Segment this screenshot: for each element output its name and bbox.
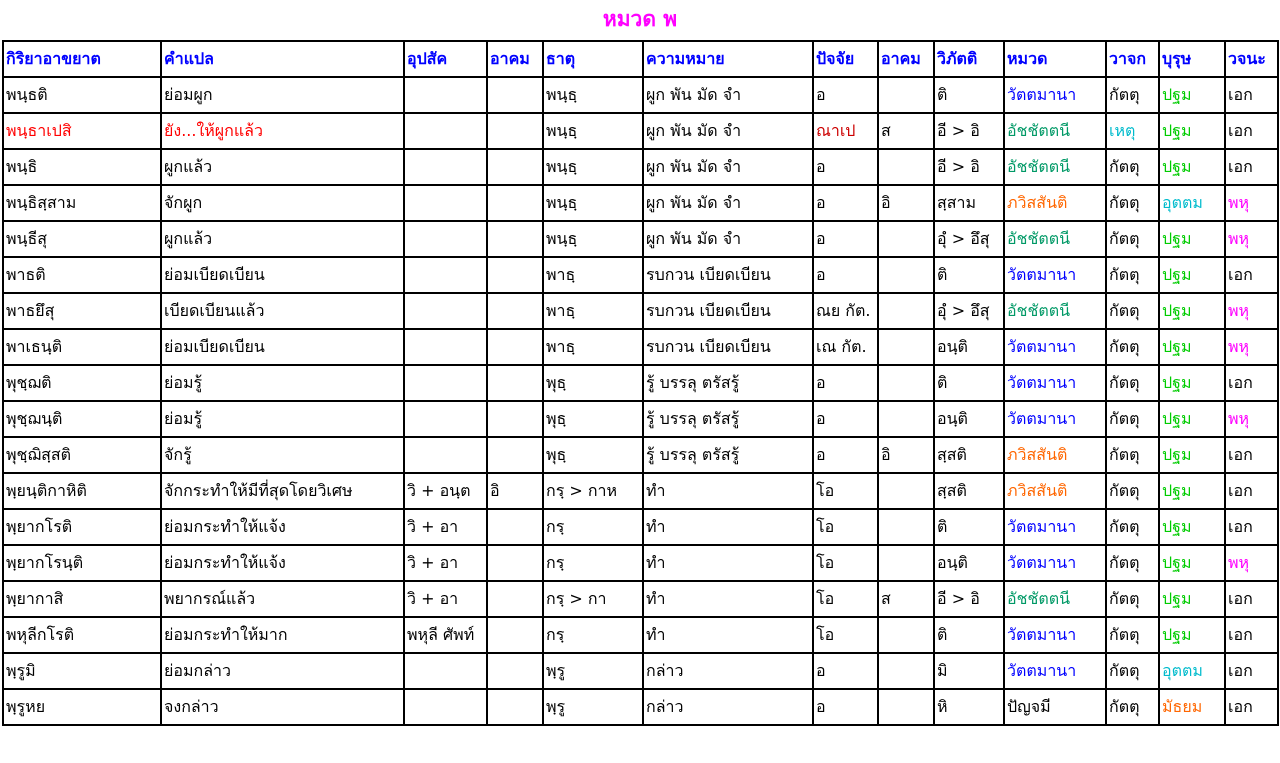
cell-voice: กัตตุ xyxy=(1106,581,1159,617)
cell-agama1 xyxy=(487,77,543,113)
table-header-row xyxy=(3,41,1278,77)
cell-prefix xyxy=(404,293,487,329)
column-header-prefix: อุปสัค xyxy=(404,41,487,77)
cell-voice: กัตตุ xyxy=(1106,329,1159,365)
cell-tense: วัตตมานา xyxy=(1004,545,1106,581)
cell-prefix: พหุลี ศัพท์ xyxy=(404,617,487,653)
cell-root-meaning: ผูก พัน มัด จำ xyxy=(643,77,813,113)
cell-tense: วัตตมานา xyxy=(1004,617,1106,653)
column-header-agama2: อาคม xyxy=(878,41,934,77)
cell-tense: ภวิสสันติ xyxy=(1004,437,1106,473)
cell-ending: สฺสติ xyxy=(934,473,1004,509)
cell-verb: พนฺธิ xyxy=(3,149,161,185)
cell-agama2 xyxy=(878,653,934,689)
cell-tense: วัตตมานา xyxy=(1004,77,1106,113)
cell-person: ปฐม xyxy=(1159,401,1225,437)
cell-meaning: ย่อมรู้ xyxy=(161,401,404,437)
cell-ending: สฺสติ xyxy=(934,437,1004,473)
cell-root: พนฺธฺ xyxy=(543,113,643,149)
cell-number: พหุ xyxy=(1225,185,1278,221)
cell-voice: กัตตุ xyxy=(1106,293,1159,329)
cell-suffix: โอ xyxy=(813,473,878,509)
table-row xyxy=(3,545,1278,581)
cell-meaning: เบียดเบียนแล้ว xyxy=(161,293,404,329)
cell-tense: ภวิสสันติ xyxy=(1004,473,1106,509)
cell-suffix: อ xyxy=(813,437,878,473)
cell-voice: กัตตุ xyxy=(1106,257,1159,293)
cell-verb: พุชฺฌิสฺสติ xyxy=(3,437,161,473)
cell-meaning: จักกระทำให้มีที่สุดโดยวิเศษ xyxy=(161,473,404,509)
cell-suffix: ณาเป xyxy=(813,113,878,149)
cell-number: พหุ xyxy=(1225,329,1278,365)
cell-prefix xyxy=(404,77,487,113)
cell-voice: เหตุ xyxy=(1106,113,1159,149)
cell-meaning: ย่อมกระทำให้แจ้ง xyxy=(161,509,404,545)
cell-meaning: ย่อมเบียดเบียน xyxy=(161,329,404,365)
cell-person: ปฐม xyxy=(1159,509,1225,545)
cell-agama1 xyxy=(487,617,543,653)
cell-meaning: ย่อมกล่าว xyxy=(161,653,404,689)
table-body xyxy=(3,77,1278,725)
cell-suffix: อ xyxy=(813,149,878,185)
cell-person: ปฐม xyxy=(1159,329,1225,365)
cell-tense: วัตตมานา xyxy=(1004,257,1106,293)
cell-number: พหุ xyxy=(1225,401,1278,437)
cell-voice: กัตตุ xyxy=(1106,185,1159,221)
cell-agama1 xyxy=(487,581,543,617)
cell-agama2 xyxy=(878,509,934,545)
cell-prefix: วิ + อา xyxy=(404,581,487,617)
cell-root: พาธฺ xyxy=(543,257,643,293)
cell-verb: พฺยากโรติ xyxy=(3,509,161,545)
cell-agama1 xyxy=(487,653,543,689)
cell-tense: ภวิสสันติ xyxy=(1004,185,1106,221)
cell-suffix: อ xyxy=(813,365,878,401)
cell-root-meaning: รบกวน เบียดเบียน xyxy=(643,257,813,293)
cell-agama1 xyxy=(487,185,543,221)
cell-voice: กัตตุ xyxy=(1106,509,1159,545)
cell-root: พาธฺ xyxy=(543,329,643,365)
cell-voice: กัตตุ xyxy=(1106,401,1159,437)
cell-voice: กัตตุ xyxy=(1106,473,1159,509)
table-row xyxy=(3,581,1278,617)
cell-root: พฺรู xyxy=(543,653,643,689)
cell-agama2: ส xyxy=(878,113,934,149)
cell-agama1 xyxy=(487,545,543,581)
cell-meaning: ผูกแล้ว xyxy=(161,221,404,257)
cell-suffix: โอ xyxy=(813,509,878,545)
cell-prefix: วิ + อา xyxy=(404,545,487,581)
cell-verb: พฺยากโรนฺติ xyxy=(3,545,161,581)
cell-suffix: อ xyxy=(813,257,878,293)
cell-verb: พนฺธาเปสิ xyxy=(3,113,161,149)
cell-ending: ติ xyxy=(934,257,1004,293)
cell-ending: ติ xyxy=(934,509,1004,545)
cell-ending: ติ xyxy=(934,617,1004,653)
cell-number: เอก xyxy=(1225,437,1278,473)
cell-prefix xyxy=(404,113,487,149)
cell-number: พหุ xyxy=(1225,221,1278,257)
cell-root-meaning: รู้ บรรลุ ตรัสรู้ xyxy=(643,437,813,473)
cell-number: เอก xyxy=(1225,509,1278,545)
cell-tense: วัตตมานา xyxy=(1004,401,1106,437)
cell-person: ปฐม xyxy=(1159,437,1225,473)
cell-verb: พาธยึสุ xyxy=(3,293,161,329)
cell-prefix xyxy=(404,689,487,725)
cell-prefix xyxy=(404,185,487,221)
cell-number: เอก xyxy=(1225,365,1278,401)
cell-root: กรฺ xyxy=(543,509,643,545)
cell-person: ปฐม xyxy=(1159,77,1225,113)
cell-agama2 xyxy=(878,221,934,257)
cell-suffix: โอ xyxy=(813,617,878,653)
cell-agama1 xyxy=(487,293,543,329)
cell-root-meaning: ทำ xyxy=(643,581,813,617)
cell-agama1 xyxy=(487,257,543,293)
cell-root: พุธฺ xyxy=(543,401,643,437)
cell-agama2 xyxy=(878,473,934,509)
cell-agama2 xyxy=(878,257,934,293)
cell-ending: อี > อิ xyxy=(934,581,1004,617)
cell-root: กรฺ xyxy=(543,545,643,581)
cell-tense: อัชชัตตนี xyxy=(1004,149,1106,185)
cell-suffix: โอ xyxy=(813,545,878,581)
cell-tense: วัตตมานา xyxy=(1004,653,1106,689)
cell-root-meaning: กล่าว xyxy=(643,689,813,725)
cell-agama1: อิ xyxy=(487,473,543,509)
cell-agama1 xyxy=(487,365,543,401)
cell-agama2 xyxy=(878,401,934,437)
cell-ending: ติ xyxy=(934,365,1004,401)
cell-root-meaning: ทำ xyxy=(643,617,813,653)
cell-tense: วัตตมานา xyxy=(1004,365,1106,401)
cell-root-meaning: รู้ บรรลุ ตรัสรู้ xyxy=(643,401,813,437)
table-row xyxy=(3,617,1278,653)
column-header-ending: วิภัตติ xyxy=(934,41,1004,77)
cell-root: พนฺธฺ xyxy=(543,221,643,257)
cell-root-meaning: ผูก พัน มัด จำ xyxy=(643,149,813,185)
table-row xyxy=(3,77,1278,113)
cell-prefix xyxy=(404,365,487,401)
cell-number: เอก xyxy=(1225,113,1278,149)
page-title: หมวด พ xyxy=(602,7,678,31)
table-row xyxy=(3,437,1278,473)
cell-person: ปฐม xyxy=(1159,221,1225,257)
cell-person: มัธยม xyxy=(1159,689,1225,725)
cell-verb: พาเธนฺติ xyxy=(3,329,161,365)
cell-agama2 xyxy=(878,329,934,365)
cell-number: พหุ xyxy=(1225,293,1278,329)
cell-suffix: เณ กัต. xyxy=(813,329,878,365)
cell-ending: สฺสาม xyxy=(934,185,1004,221)
cell-meaning: จักรู้ xyxy=(161,437,404,473)
cell-suffix: อ xyxy=(813,221,878,257)
cell-suffix: ณย กัต. xyxy=(813,293,878,329)
cell-ending: อี > อิ xyxy=(934,113,1004,149)
cell-prefix: วิ + อนฺต xyxy=(404,473,487,509)
cell-tense: ปัญจมี xyxy=(1004,689,1106,725)
cell-number: เอก xyxy=(1225,257,1278,293)
cell-agama2 xyxy=(878,617,934,653)
cell-person: ปฐม xyxy=(1159,257,1225,293)
column-header-root: ธาตุ xyxy=(543,41,643,77)
cell-prefix: วิ + อา xyxy=(404,509,487,545)
cell-verb: พุชฺฌติ xyxy=(3,365,161,401)
cell-meaning: ผูกแล้ว xyxy=(161,149,404,185)
cell-person: ปฐม xyxy=(1159,365,1225,401)
cell-agama1 xyxy=(487,149,543,185)
cell-person: ปฐม xyxy=(1159,473,1225,509)
cell-tense: อัชชัตตนี xyxy=(1004,221,1106,257)
cell-root-meaning: รบกวน เบียดเบียน xyxy=(643,293,813,329)
cell-meaning: ย่อมเบียดเบียน xyxy=(161,257,404,293)
table-row xyxy=(3,473,1278,509)
cell-number: เอก xyxy=(1225,581,1278,617)
cell-meaning: ย่อมกระทำให้แจ้ง xyxy=(161,545,404,581)
cell-ending: อนฺติ xyxy=(934,329,1004,365)
cell-tense: วัตตมานา xyxy=(1004,509,1106,545)
cell-prefix xyxy=(404,653,487,689)
cell-verb: พาธติ xyxy=(3,257,161,293)
cell-agama1 xyxy=(487,329,543,365)
cell-suffix: อ xyxy=(813,77,878,113)
cell-prefix xyxy=(404,221,487,257)
table-row xyxy=(3,221,1278,257)
cell-verb: พนฺธติ xyxy=(3,77,161,113)
cell-root-meaning: ทำ xyxy=(643,545,813,581)
cell-tense: อัชชัตตนี xyxy=(1004,113,1106,149)
cell-meaning: จักผูก xyxy=(161,185,404,221)
cell-number: เอก xyxy=(1225,653,1278,689)
cell-verb: พฺรูหย xyxy=(3,689,161,725)
cell-root: พฺรู xyxy=(543,689,643,725)
cell-voice: กัตตุ xyxy=(1106,437,1159,473)
cell-root: พนฺธฺ xyxy=(543,149,643,185)
cell-suffix: อ xyxy=(813,689,878,725)
cell-voice: กัตตุ xyxy=(1106,653,1159,689)
cell-meaning: ย่อมผูก xyxy=(161,77,404,113)
verb-table-container xyxy=(2,40,1279,726)
table-row xyxy=(3,689,1278,725)
column-header-tense: หมวด xyxy=(1004,41,1106,77)
cell-agama1 xyxy=(487,221,543,257)
cell-agama1 xyxy=(487,437,543,473)
cell-root-meaning: กล่าว xyxy=(643,653,813,689)
cell-person: ปฐม xyxy=(1159,113,1225,149)
cell-tense: อัชชัตตนี xyxy=(1004,581,1106,617)
cell-verb: พฺรูมิ xyxy=(3,653,161,689)
column-header-meaning: คำแปล xyxy=(161,41,404,77)
table-row xyxy=(3,509,1278,545)
cell-agama1 xyxy=(487,113,543,149)
cell-agama2 xyxy=(878,77,934,113)
cell-voice: กัตตุ xyxy=(1106,689,1159,725)
cell-meaning: พยากรณ์แล้ว xyxy=(161,581,404,617)
cell-person: ปฐม xyxy=(1159,149,1225,185)
cell-prefix xyxy=(404,257,487,293)
table-row xyxy=(3,113,1278,149)
cell-ending: อุํ > อึสุ xyxy=(934,221,1004,257)
cell-agama2: ส xyxy=(878,581,934,617)
cell-prefix xyxy=(404,329,487,365)
table-row xyxy=(3,257,1278,293)
cell-meaning: ยัง...ให้ผูกแล้ว xyxy=(161,113,404,149)
cell-root: พุธฺ xyxy=(543,437,643,473)
column-header-root-meaning: ความหมาย xyxy=(643,41,813,77)
cell-voice: กัตตุ xyxy=(1106,365,1159,401)
cell-prefix xyxy=(404,149,487,185)
cell-number: เอก xyxy=(1225,149,1278,185)
column-header-verb: กิริยาอาขยาต xyxy=(3,41,161,77)
cell-ending: หิ xyxy=(934,689,1004,725)
cell-agama1 xyxy=(487,401,543,437)
cell-root: พาธฺ xyxy=(543,293,643,329)
cell-person: ปฐม xyxy=(1159,581,1225,617)
cell-ending: ติ xyxy=(934,77,1004,113)
cell-verb: พฺยนฺติกาหิติ xyxy=(3,473,161,509)
column-header-voice: วาจก xyxy=(1106,41,1159,77)
cell-agama2: อิ xyxy=(878,185,934,221)
cell-voice: กัตตุ xyxy=(1106,221,1159,257)
cell-root: กรฺ > กาห xyxy=(543,473,643,509)
cell-suffix: อ xyxy=(813,185,878,221)
cell-person: ปฐม xyxy=(1159,293,1225,329)
cell-root: พนฺธฺ xyxy=(543,185,643,221)
cell-agama2: อิ xyxy=(878,437,934,473)
cell-person: ปฐม xyxy=(1159,617,1225,653)
cell-prefix xyxy=(404,401,487,437)
table-row xyxy=(3,149,1278,185)
cell-number: พหุ xyxy=(1225,545,1278,581)
cell-agama2 xyxy=(878,689,934,725)
cell-ending: อนฺติ xyxy=(934,401,1004,437)
cell-root: พุธฺ xyxy=(543,365,643,401)
cell-root: กรฺ > กา xyxy=(543,581,643,617)
column-header-number: วจนะ xyxy=(1225,41,1278,77)
cell-tense: อัชชัตตนี xyxy=(1004,293,1106,329)
cell-voice: กัตตุ xyxy=(1106,149,1159,185)
cell-number: เอก xyxy=(1225,77,1278,113)
cell-person: อุตตม xyxy=(1159,185,1225,221)
cell-root-meaning: รู้ บรรลุ ตรัสรู้ xyxy=(643,365,813,401)
cell-tense: วัตตมานา xyxy=(1004,329,1106,365)
cell-root-meaning: ทำ xyxy=(643,473,813,509)
cell-root-meaning: ผูก พัน มัด จำ xyxy=(643,185,813,221)
cell-suffix: อ xyxy=(813,401,878,437)
cell-voice: กัตตุ xyxy=(1106,77,1159,113)
cell-number: เอก xyxy=(1225,689,1278,725)
cell-meaning: ย่อมกระทำให้มาก xyxy=(161,617,404,653)
table-row xyxy=(3,185,1278,221)
cell-suffix: อ xyxy=(813,653,878,689)
cell-meaning: จงกล่าว xyxy=(161,689,404,725)
table-row xyxy=(3,365,1278,401)
cell-root-meaning: ทำ xyxy=(643,509,813,545)
verb-table xyxy=(2,40,1279,726)
cell-ending: มิ xyxy=(934,653,1004,689)
table-row xyxy=(3,653,1278,689)
table-row xyxy=(3,293,1278,329)
column-header-suffix: ปัจจัย xyxy=(813,41,878,77)
cell-verb: พฺยากาสิ xyxy=(3,581,161,617)
column-header-person: บุรุษ xyxy=(1159,41,1225,77)
cell-person: ปฐม xyxy=(1159,545,1225,581)
cell-root-meaning: ผูก พัน มัด จำ xyxy=(643,113,813,149)
cell-verb: พนฺธีสุ xyxy=(3,221,161,257)
cell-number: เอก xyxy=(1225,617,1278,653)
cell-person: อุตตม xyxy=(1159,653,1225,689)
cell-agama2 xyxy=(878,365,934,401)
cell-verb: พหุลีกโรติ xyxy=(3,617,161,653)
cell-agama1 xyxy=(487,509,543,545)
cell-ending: อี > อิ xyxy=(934,149,1004,185)
cell-root: พนฺธฺ xyxy=(543,77,643,113)
cell-prefix xyxy=(404,437,487,473)
cell-voice: กัตตุ xyxy=(1106,545,1159,581)
cell-ending: อุํ > อึสุ xyxy=(934,293,1004,329)
cell-verb: พุชฺฌนฺติ xyxy=(3,401,161,437)
cell-agama2 xyxy=(878,149,934,185)
cell-suffix: โอ xyxy=(813,581,878,617)
column-header-agama1: อาคม xyxy=(487,41,543,77)
cell-voice: กัตตุ xyxy=(1106,617,1159,653)
table-row xyxy=(3,401,1278,437)
cell-number: เอก xyxy=(1225,473,1278,509)
cell-root-meaning: รบกวน เบียดเบียน xyxy=(643,329,813,365)
cell-agama1 xyxy=(487,689,543,725)
cell-ending: อนฺติ xyxy=(934,545,1004,581)
cell-root-meaning: ผูก พัน มัด จำ xyxy=(643,221,813,257)
cell-agama2 xyxy=(878,545,934,581)
cell-agama2 xyxy=(878,293,934,329)
cell-root: กรฺ xyxy=(543,617,643,653)
cell-meaning: ย่อมรู้ xyxy=(161,365,404,401)
table-row xyxy=(3,329,1278,365)
cell-verb: พนฺธิสฺสาม xyxy=(3,185,161,221)
